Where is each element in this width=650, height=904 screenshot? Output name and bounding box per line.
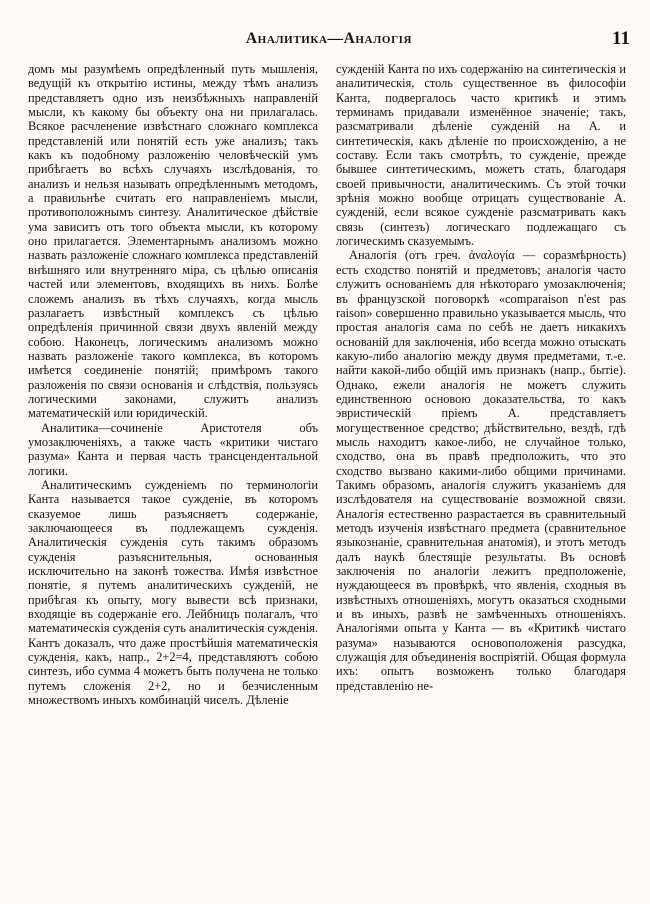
right-column xyxy=(336,62,626,882)
page-title: Аналитика—Аналогія xyxy=(245,30,413,47)
paragraph-entry-analiticheskim: Аналитическимъ сужденіемъ по терминологіи Канта называется такое сужденіе, въ которомъ сказуемое лишь разъясняетъ содержаніе, заключающееся въ подлежащемъ сужденія. Аналитическія сужденія суть такимъ образомъ сужденія разъяснительныя, основанныя исключительно на законѣ тожества. Имѣя извѣстное понятіе, я путемъ аналитическихъ сужденій, не прибѣгая къ опыту, могу вывести всѣ признаки, входящіе въ содержаніе его. Лейбницъ полагалъ, что математическія сужденія суть аналитическія сужденія. Кантъ доказалъ, что даже простѣйшія математическія сужденія, какъ, напр., 2+2=4, представляютъ собою синтезъ, ибо сумма 4 можетъ быть получена не только путемъ сложенія 2+2, но и безчисленным множествомъ иныхъ комбинацій чиселъ. Дѣленіе xyxy=(28,477,318,708)
left-column xyxy=(28,62,318,882)
paragraph-entry-analitika: Аналитика—сочиненіе Аристотеля объ умозаключеніяхъ, а также часть «критики чистаго разума» Канта и первая часть трансцендентальной логики. xyxy=(28,420,318,478)
two-column-body xyxy=(28,62,626,882)
paragraph: сужденій Канта по ихъ содержанію на синтетическія и аналитическія, столь существенное въ философіи Канта, подвергалось часто критикѣ и этимъ терминамъ придавали изменённое значеніе; такъ, разсматривали дѣленіе сужденій на А. и синтетическія, какъ дѣленіе по происхожденію, а не составу. Если такъ смотрѣть, то сужденіе, прежде бывшее синтетическимъ, можетъ стать, благодаря своей привычности, аналитическимъ. Съ этой точки зрѣнія можно вообще отрицать существованіе А. сужденій, если всякое сужденіе разсматривать какъ связь (синтезъ) логическаго подлежащаго съ логическимъ сказуемымъ. xyxy=(336,62,626,249)
paragraph-entry-analogiya: Аналогія (отъ греч. ἀναλογία — соразмѣрность) есть сходство понятій и предметовъ; аналогія часто служитъ основаніемъ для нѣкотораго умозаключенія; въ французской поговоркѣ «comparaison n'est pas raison» совершенно правильно указывается мысль, что простая аналогія сама по себѣ не даетъ никакихъ основаній для заключенія, ибо всегда можно отыскать какую-либо аналогію между двумя предметами, т.-е. найти какой-либо общій имъ признакъ (напр., бытіе). Однако, ежели аналогія не можетъ служить единственною основою доказательства, то какъ эвристическій пріемъ А. представляетъ могущественное средство; дѣйствительно, вездѣ, гдѣ мысль находитъ какое-либо, не случайное только, сходство, она въ правѣ предположить, что это сходство вызвано какими-либо общими причинами. Такимъ образомъ, аналогія служитъ указаніемъ для изслѣдователя на существованіе возможной связи. Аналогія естественно разрастается въ сравнительный методъ изученія извѣстнаго предмета (сравнительное языкознанiе, сравнительная анатомія), и этотъ методъ далъ наукѣ блестящіе результаты. Въ основѣ заключенія по аналогіи лежитъ предположеніе, нуждающееся въ провѣркѣ, что явленія, сходныя въ извѣстныхъ отношеніяхъ, могутъ оказаться сходными и въ иныхъ, развѣ не замѣченныхъ отношеніяхъ. Аналогіями опыта у Канта — въ «Критикѣ чистаго разума» называются основоположенія разсудка, служащія для объединенія воспріятій. Общая формула ихъ: опытъ возможенъ только благодаря представленію не- xyxy=(336,248,626,693)
page-number: 11 xyxy=(612,28,630,49)
page-header xyxy=(28,30,630,56)
paragraph: домъ мы разумѣемъ опредѣленный путь мышленія, ведущій къ открытію истины, между тѣмъ анализъ представляетъ одно изъ неизбѣжныхъ направленій мысли, къ какому бы объекту она ни прилагалась. Всякое расчленение извѣстнаго сложнаго комплекса представленій или понятій есть уже анализъ; такъ какъ къ подобному разложенію человѣческій умъ прибѣгаетъ во всѣхъ случаяхъ изслѣдованія, то анализъ и нельзя называть опредѣленнымъ методомъ, а правильнѣе считать его направленіемъ мысли, противоположнымъ синтезу. Аналитическое дѣйствіе ума зависитъ отъ того объекта мысли, къ которому оно прилагается. Элементарнымъ анализомъ можно назвать разложеніе сложнаго комплекса представленій внѣшняго или внутренняго міра, съ цѣлью описанія частей или элементовъ, входящихъ въ нихъ. Болѣе сложемъ анализъ въ тѣхъ случаяхъ, когда мысль разлагаетъ извѣстный комплексъ съ цѣлью опредѣленія причинной связи двухъ явленій между собою. Наконецъ, логическимъ анализомъ можно назвать разложеніе такого комплекса, въ которомъ имѣется соединеніе понятій; примѣромъ такого разложенія по связи основанія и слѣдствія, пользуясь логическими законами, служитъ анализъ математическій или юридическій. xyxy=(28,62,318,421)
